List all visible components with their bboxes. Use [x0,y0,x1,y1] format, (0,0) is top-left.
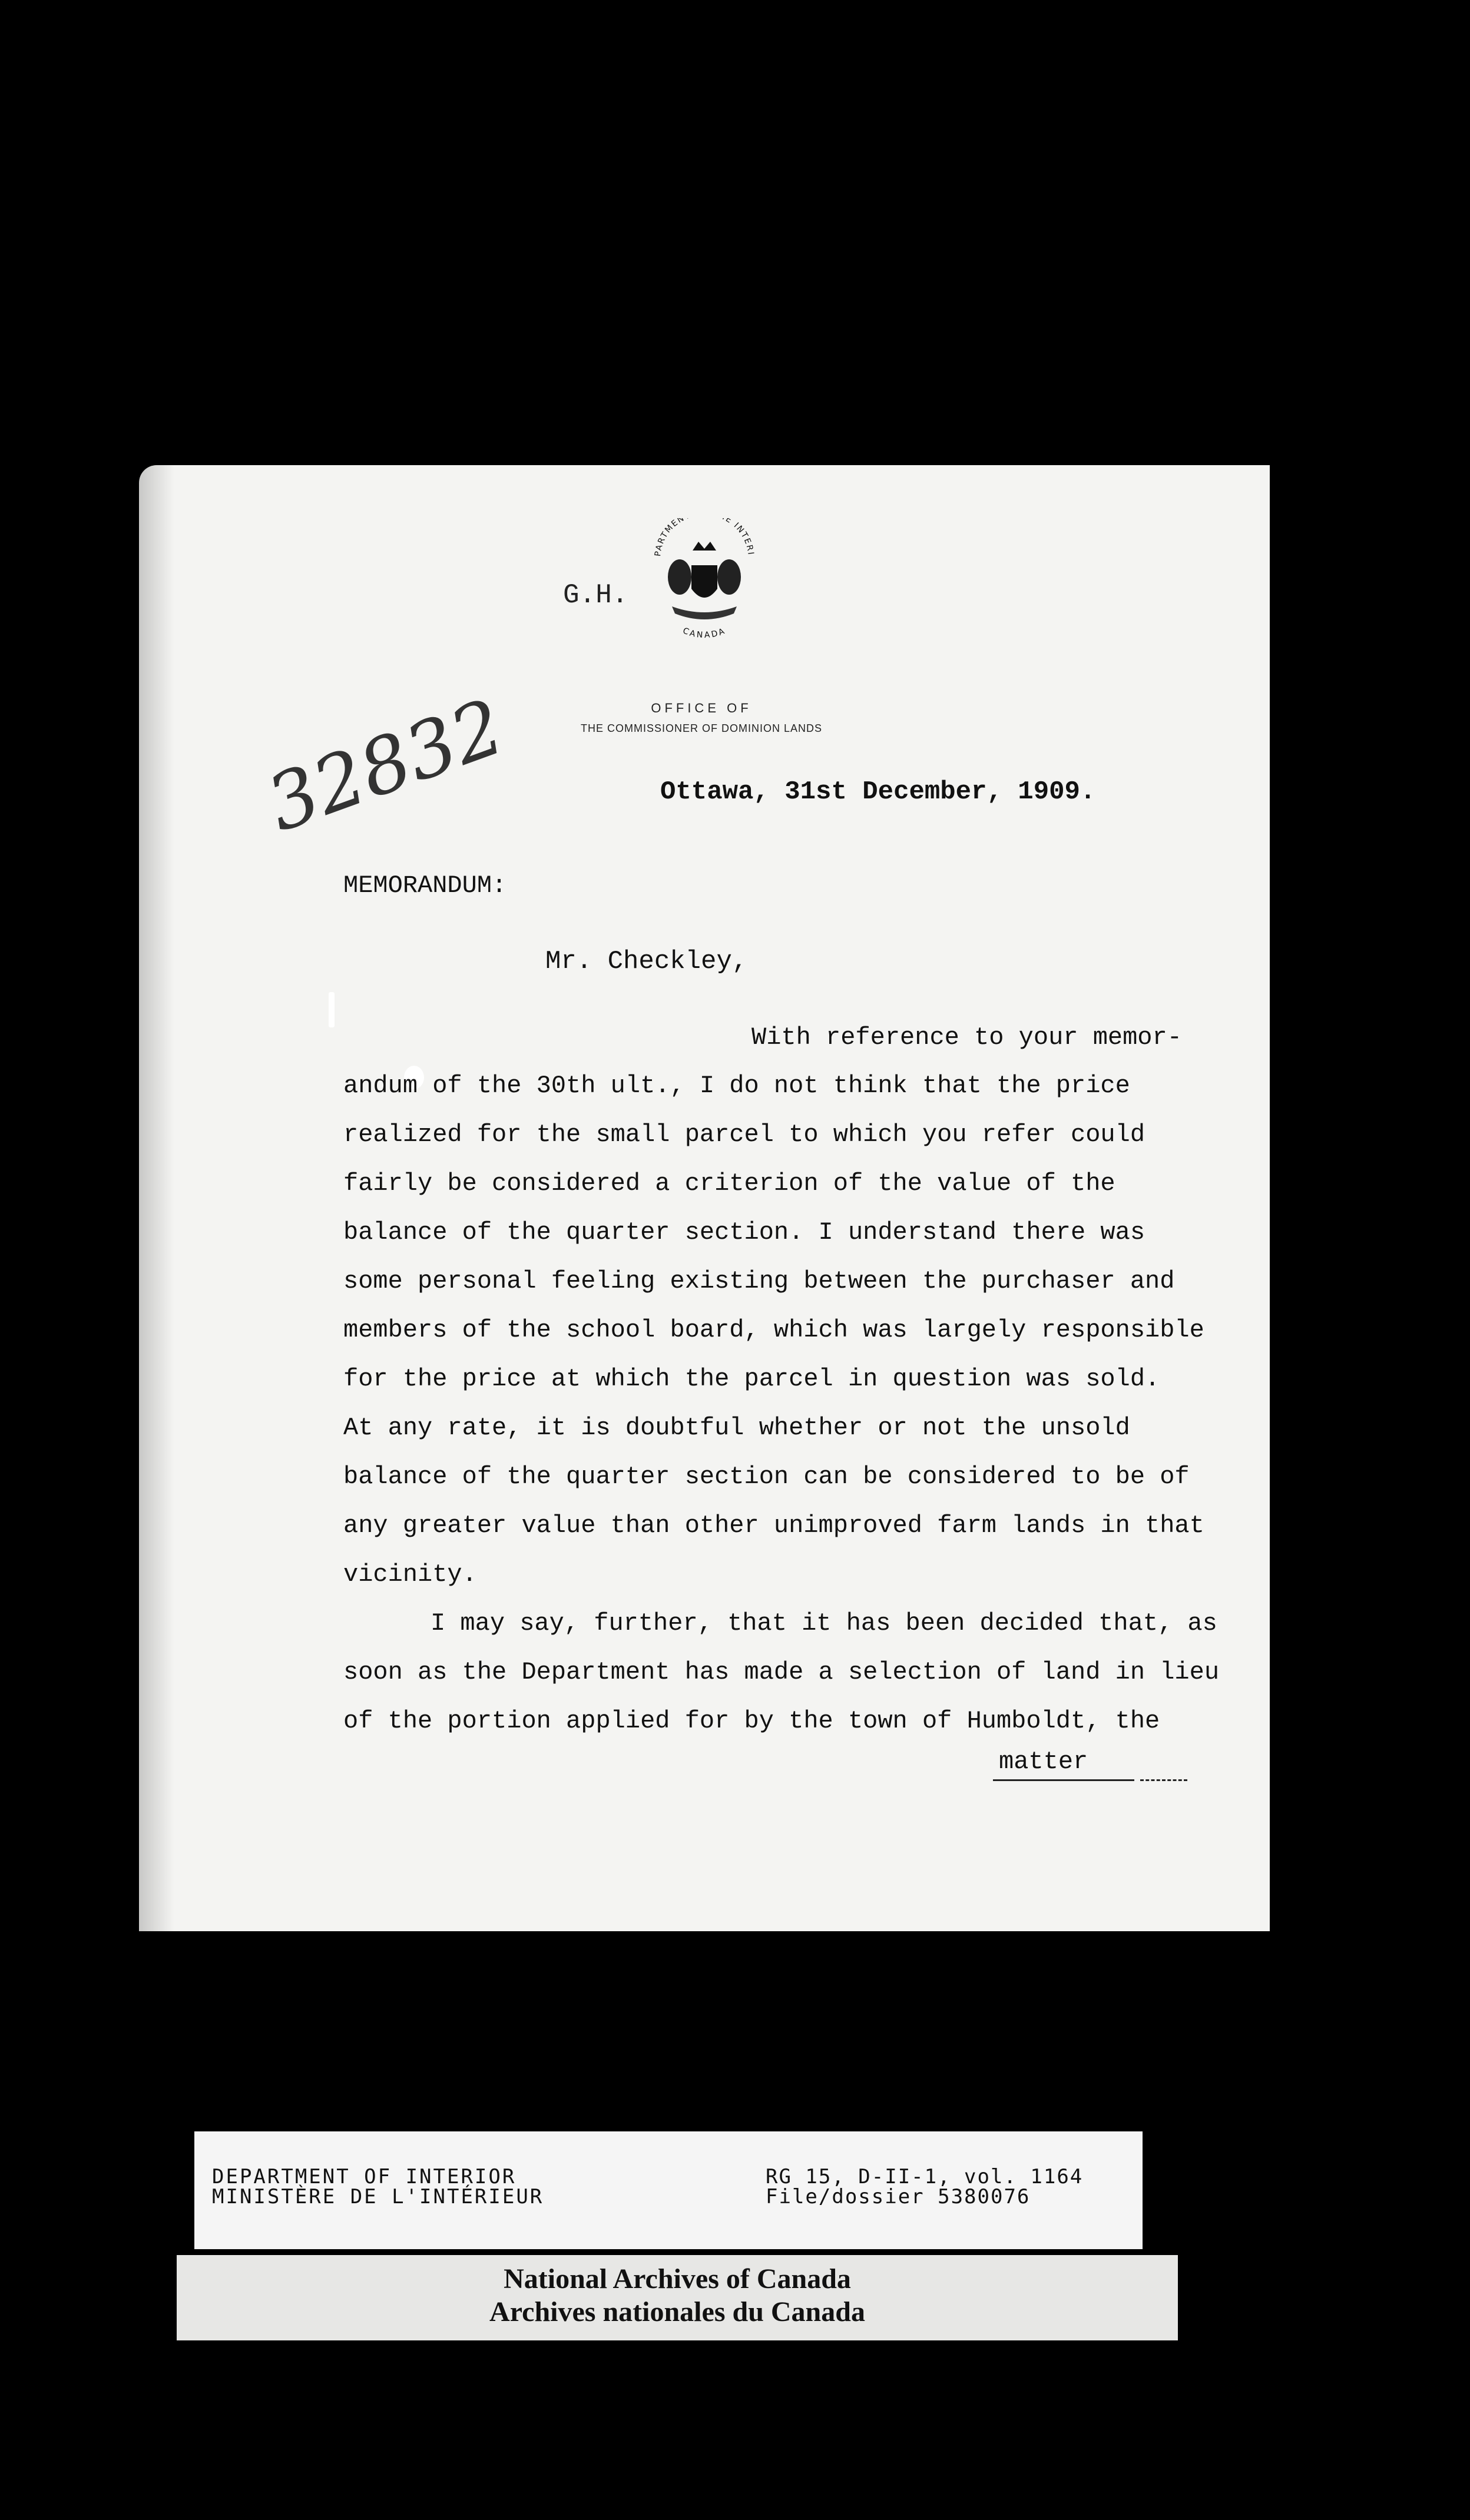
body-line: With reference to your memor- [751,1023,1182,1052]
memo-heading: MEMORANDUM: [343,871,507,900]
body-line: members of the school board, which was largely responsible [343,1316,1204,1344]
archive-reference-label [194,2131,1143,2249]
office-line-1: OFFICE OF [651,701,752,715]
archives-banner [177,2255,1178,2340]
catchword-underline [993,1779,1134,1781]
office-line-2: THE COMMISSIONER OF DOMINION LANDS [580,722,823,734]
punch-mark [329,992,335,1027]
body-line: balance of the quarter section can be considered to be of [343,1463,1190,1491]
handwritten-number: 32832 [256,681,515,849]
dept-en: DEPARTMENT OF INTERIOR [212,2165,517,2189]
addressee: Mr. Checkley, [545,947,748,976]
archives-name-en: National Archives of Canada [504,2263,851,2294]
body-line: some personal feeling existing between the purchaser and [343,1267,1175,1295]
body-line: realized for the small parcel to which you refer could [343,1120,1145,1149]
coat-of-arms-icon [645,518,763,648]
ref-line-2: File/dossier 5380076 [766,2185,1031,2209]
coat-of-arms-seal [645,518,763,648]
body-line: of the portion applied for by the town of Humboldt, the [343,1707,1160,1735]
body-line: vicinity. [343,1560,477,1589]
catchword: matter [999,1748,1088,1776]
svg-text:DEPARTMENT OF THE INTERIOR [645,518,756,557]
dept-fr: MINISTÈRE DE L'INTÉRIEUR [212,2185,544,2209]
catchword-dashes [1140,1779,1187,1781]
body-line: At any rate, it is doubtful whether or not the unsold [343,1414,1130,1442]
body-line: fairly be considered a criterion of the value of the [343,1169,1115,1198]
ref-line-1: RG 15, D-II-1, vol. 1164 [766,2165,1084,2189]
archives-name-fr: Archives nationales du Canada [489,2296,865,2327]
seal-bottom-text: CANADA [681,626,728,641]
svg-text:CANADA [681,626,727,640]
body-line: any greater value than other unimproved farm lands in that [343,1511,1204,1540]
body-line: andum of the 30th ult., I do not think that the price [343,1072,1130,1100]
document-page [139,465,1270,1931]
body-line: soon as the Department has made a selection of land in lieu [343,1658,1220,1686]
seal-top-text: PARTMEN E INTERI [653,518,756,557]
body-line: for the price at which the parcel in question was sold. [343,1365,1160,1393]
initials: G.H. [563,580,628,611]
body-line: balance of the quarter section. I understand there was [343,1218,1145,1246]
dateline: Ottawa, 31st December, 1909. [660,777,1096,807]
body-line: I may say, further, that it has been decided that, as [431,1609,1217,1637]
